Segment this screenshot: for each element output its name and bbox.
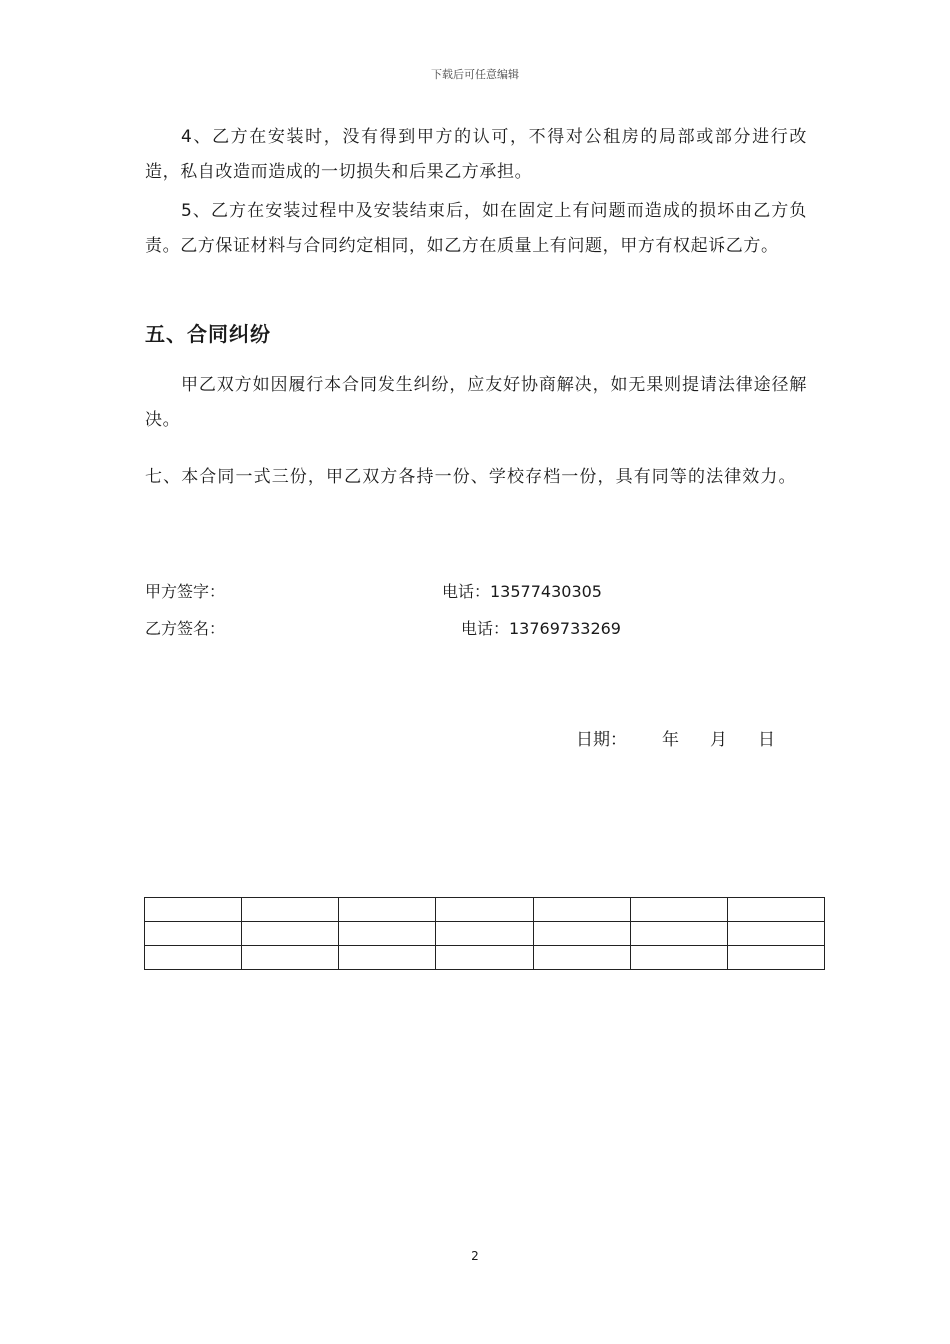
- empty-table: [144, 897, 825, 970]
- table-cell: [145, 898, 242, 922]
- table-row: [145, 898, 825, 922]
- table-cell: [727, 946, 824, 970]
- date-year: 年: [662, 730, 679, 750]
- table-row: [145, 946, 825, 970]
- table-cell: [436, 922, 533, 946]
- party-b-signature-label: 乙方签名：: [145, 619, 226, 638]
- section-7-text: 七、本合同一式三份，甲乙双方各持一份、学校存档一份，具有同等的法律效力。: [145, 467, 797, 487]
- clause-4: 4、乙方在安装时，没有得到甲方的认可，不得对公租房的局部或部分进行改造，私自改造而造成的一切损失和后果乙方承担。: [145, 127, 807, 182]
- section-5-text: 甲乙双方如因履行本合同发生纠纷，应友好协商解决，如无果则提请法律途径解决。: [145, 375, 807, 430]
- page-header: 下载后可任意编辑: [431, 68, 519, 81]
- page-number: 2: [471, 1249, 479, 1263]
- clause-5: 5、乙方在安装过程中及安装结束后，如在固定上有问题而造成的损坏由乙方负责。乙方保证材料与合同约定相同，如乙方在质量上有问题，甲方有权起诉乙方。: [145, 201, 807, 256]
- table-cell: [533, 922, 630, 946]
- table-cell: [242, 922, 339, 946]
- table-cell: [630, 922, 727, 946]
- table-row: [145, 922, 825, 946]
- party-a-phone: 电话：13577430305: [442, 582, 602, 601]
- party-b-phone: 电话：13769733269: [461, 619, 621, 638]
- table-cell: [242, 898, 339, 922]
- date-day: 日: [758, 730, 775, 750]
- table-cell: [727, 922, 824, 946]
- table-cell: [533, 946, 630, 970]
- date-label: 日期：: [576, 730, 627, 750]
- section-5-heading: 五、合同纠纷: [145, 322, 271, 346]
- table-cell: [436, 898, 533, 922]
- table-cell: [339, 946, 436, 970]
- table-cell: [242, 946, 339, 970]
- table-cell: [145, 946, 242, 970]
- table-cell: [339, 898, 436, 922]
- table-cell: [630, 898, 727, 922]
- table-cell: [727, 898, 824, 922]
- table-cell: [630, 946, 727, 970]
- table-cell: [436, 946, 533, 970]
- party-a-signature-label: 甲方签字：: [145, 582, 226, 601]
- table-cell: [533, 898, 630, 922]
- table-cell: [339, 922, 436, 946]
- date-month: 月: [710, 730, 727, 750]
- table-cell: [145, 922, 242, 946]
